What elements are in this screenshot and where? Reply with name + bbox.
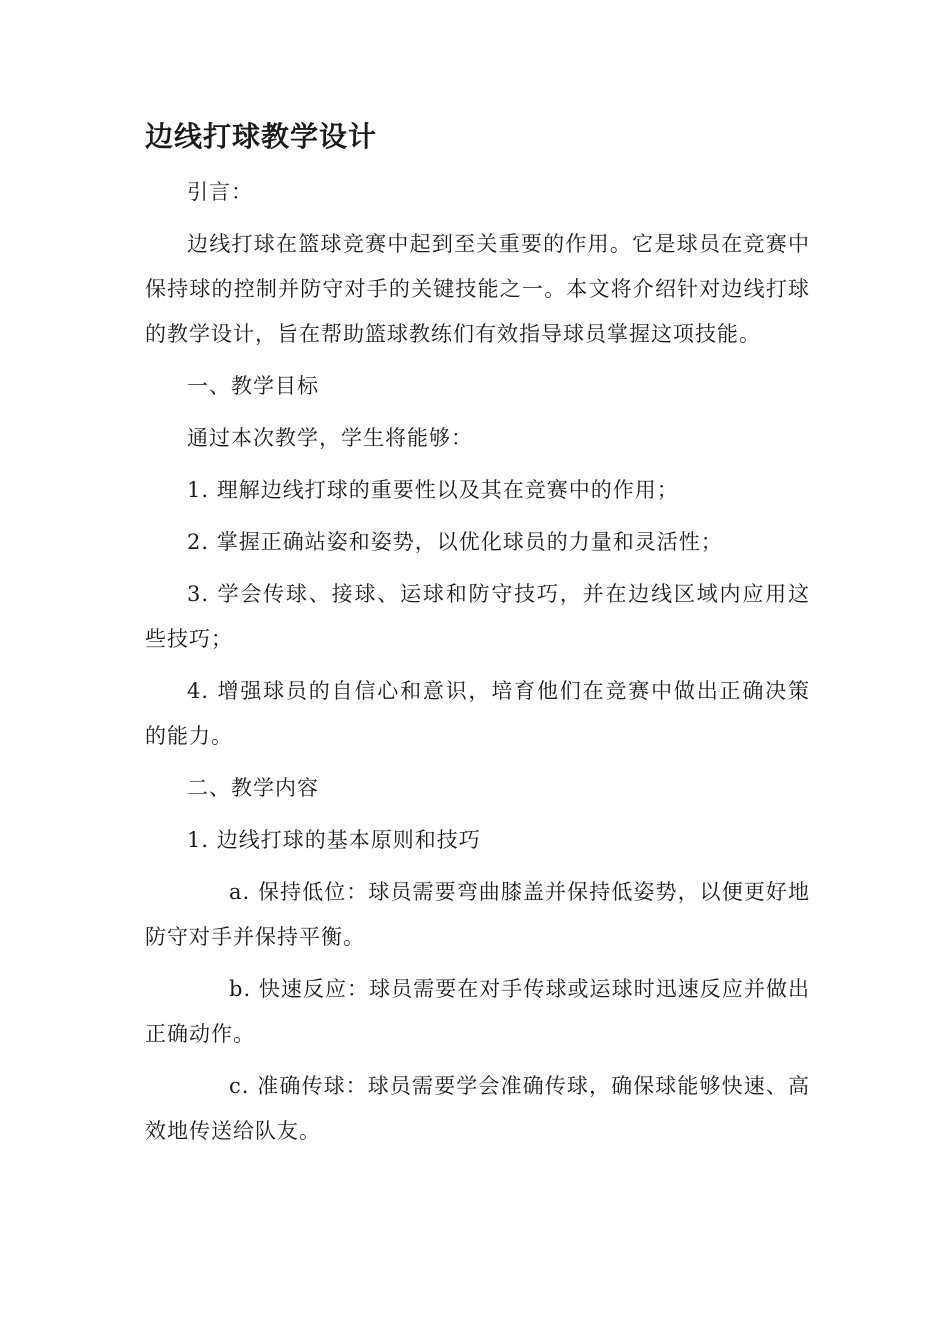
goal-item-1: 1. 理解边线打球的重要性以及其在竞赛中的作用； bbox=[187, 478, 679, 502]
goal-item-2: 2. 掌握正确站姿和姿势，以优化球员的力量和灵活性； bbox=[187, 530, 723, 554]
section-heading-goals: 一、教学目标 bbox=[187, 374, 319, 398]
intro-label: 引言： bbox=[187, 180, 253, 204]
section-heading-content: 二、教学内容 bbox=[187, 776, 319, 800]
content-subitem-a: a. 保持低位：球员需要弯曲膝盖并保持低姿势，以便更好地防守对手并保持平衡。 bbox=[145, 880, 810, 949]
document-page bbox=[145, 112, 810, 1161]
content-subitem-b: b. 快速反应：球员需要在对手传球或运球时迅速反应并做出正确动作。 bbox=[145, 977, 810, 1046]
content-item-1: 1. 边线打球的基本原则和技巧 bbox=[187, 828, 481, 852]
goals-lead: 通过本次教学，学生将能够： bbox=[187, 426, 473, 450]
document-title: 边线打球教学设计 bbox=[145, 120, 378, 153]
intro-paragraph: 边线打球在篮球竞赛中起到至关重要的作用。它是球员在竞赛中保持球的控制并防守对手的关键技能之一。本文将介绍针对边线打球的教学设计，旨在帮助篮球教练们有效指导球员掌握这项技能。 bbox=[145, 232, 810, 346]
goal-item-4: 4. 增强球员的自信心和意识，培育他们在竞赛中做出正确决策的能力。 bbox=[145, 679, 810, 748]
content-subitem-c: c. 准确传球：球员需要学会准确传球，确保球能够快速、高效地传送给队友。 bbox=[145, 1074, 810, 1143]
goal-item-3: 3. 学会传球、接球、运球和防守技巧，并在边线区域内应用这些技巧； bbox=[145, 582, 810, 651]
